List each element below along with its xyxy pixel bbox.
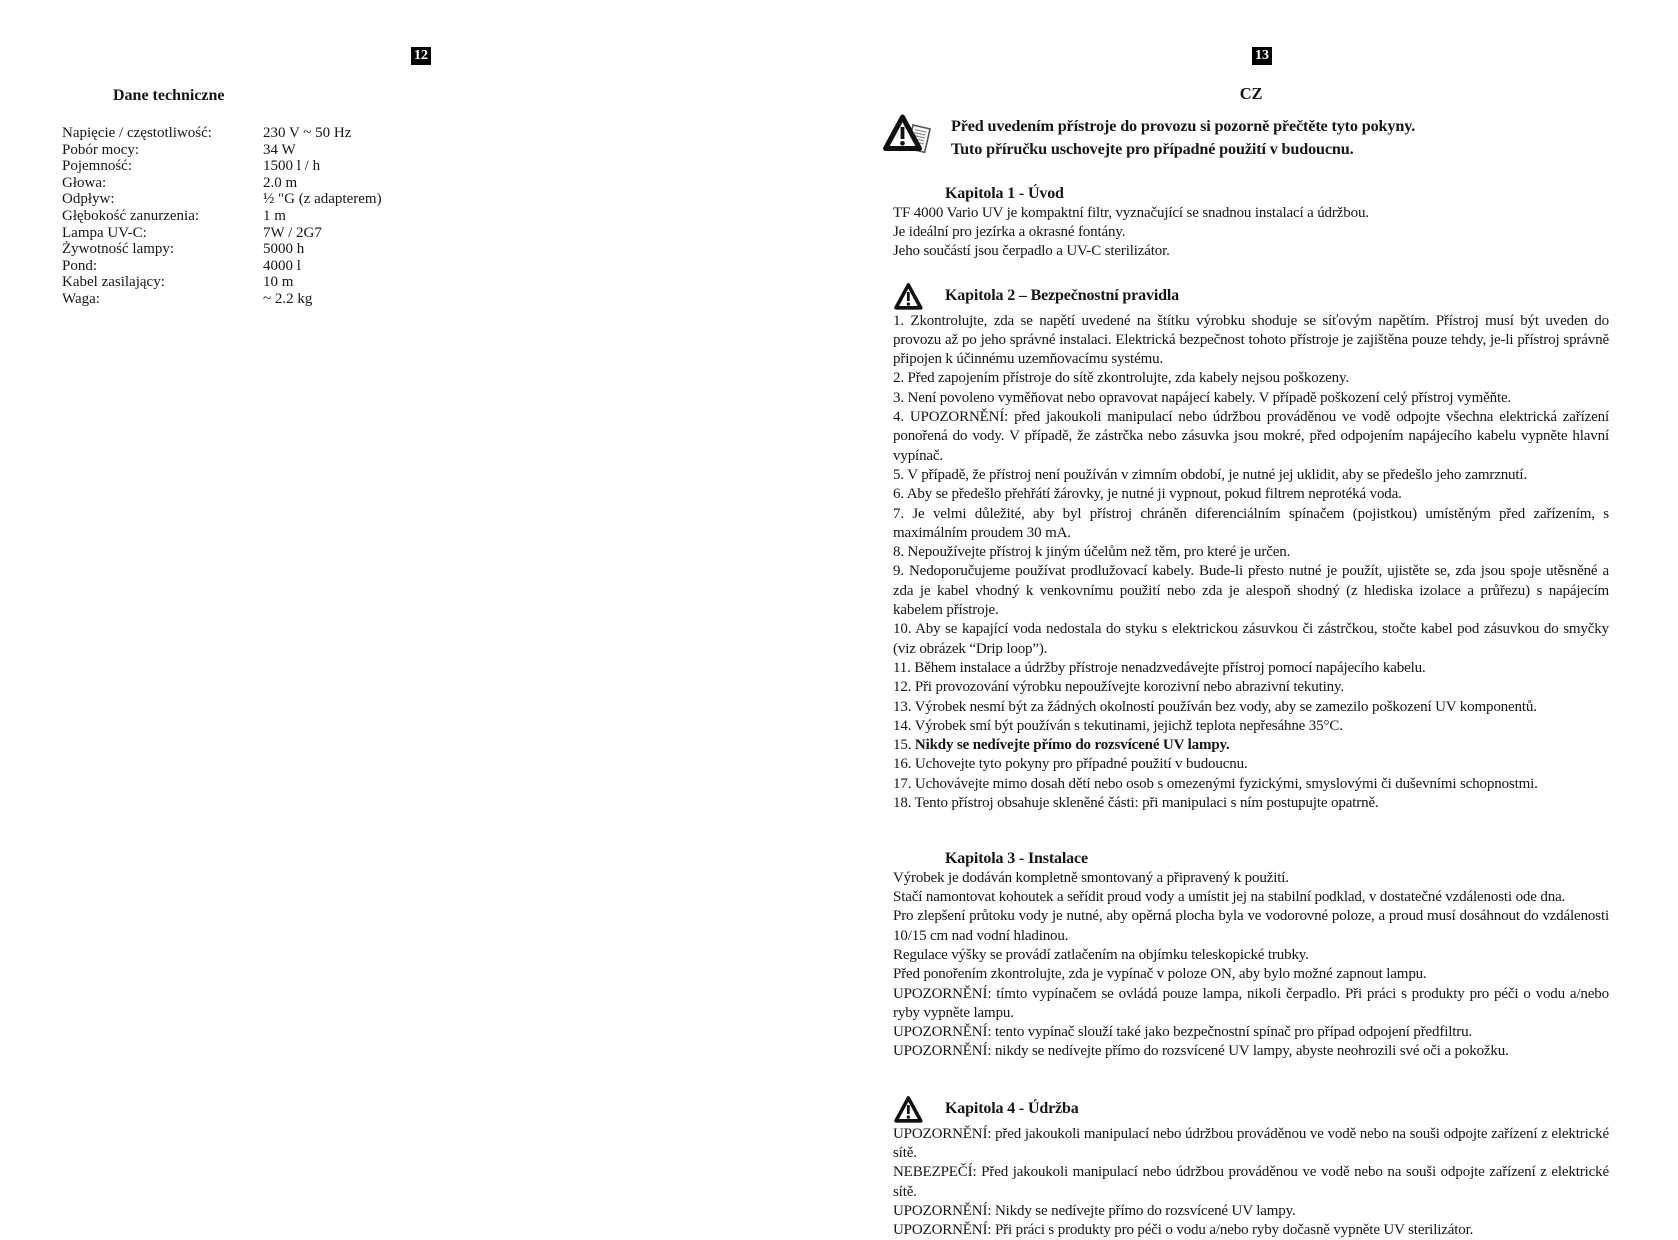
spec-row [62, 258, 492, 275]
safety-rule: 17. Uchovávejte mimo dosah dětí nebo osob s omezenými fyzickými, smyslovými či duševními schopnostmi. [893, 775, 1538, 792]
safety-rule-bold [893, 736, 1609, 755]
spec-label: Waga: [62, 290, 100, 307]
chapter4-title: Kapitola 4 - Údržba [945, 1099, 1079, 1117]
safety-rule: 6. Aby se předešlo přehřátí žárovky, je nutné ji vypnout, pokud filtrem neprotéká voda. [893, 486, 1402, 503]
spec-row [62, 241, 492, 258]
spec-value: ½ "G (z adapterem) [263, 191, 382, 208]
spec-value: 2.0 m [263, 174, 298, 191]
chapter1-line: Je ideální pro jezírka a okrasné fontány. [893, 224, 1126, 240]
installation-paragraph: Regulace výšky se provádí zatlačením na objímku teleskopické trubky. [893, 946, 1309, 963]
chapter-3-installation [893, 849, 1609, 1061]
technical-data-heading: Dane techniczne [113, 87, 225, 104]
chapter4-heading-row [893, 1095, 1609, 1123]
safety-rule: 5. V případě, že přístroj není používán v zimním období, je nutné jej uklidit, aby se předešlo jeho zamrznutí. [893, 466, 1528, 483]
page-12-technical-data [62, 88, 492, 308]
safety-rule: 18. Tento přístroj obsahuje skleněné části: při manipulaci s ním postupujte opatrně. [893, 795, 1379, 812]
spec-label: Kabel zasilający: [62, 274, 165, 291]
chapter1-line: Jeho součástí jsou čerpadlo a UV-C sterilizátor. [893, 243, 1170, 260]
warning-triangle-document-icon [881, 112, 939, 170]
spec-label: Głębokość zanurzenia: [62, 207, 200, 224]
safety-rule: 16. Uchovejte tyto pokyny pro případné použití v budoucnu. [893, 756, 1248, 773]
spec-value: 10 m [263, 274, 294, 291]
page-number-right: 13 [1252, 47, 1272, 65]
spec-label: Głowa: [62, 174, 107, 191]
safety-rule: 2. Před zapojením přístroje do sítě zkontrolujte, zda kabely nejsou poškozeny. [893, 370, 1349, 387]
spec-value: 34 W [263, 141, 296, 158]
notice-line-1: Před uvedením přístroje do provozu si pozorně přečtěte tyto pokyny. [951, 117, 1416, 135]
spec-value: ~ 2.2 kg [263, 290, 313, 307]
spec-label: Odpływ: [62, 191, 115, 208]
spec-row [62, 191, 492, 208]
spec-label: Lampa UV-C: [62, 224, 147, 241]
chapter-4-maintenance [893, 1095, 1609, 1240]
safety-rule: 9. Nedoporučujeme používat prodlužovací kabely. Bude-li přesto nutné je použít, ujistěte se, zda jsou spoje utěsněné a zda je kabel vhodný k venkovnímu použití nebo zda je alespoň shodný (z hlediska izolace a průřezu) s napájecím kabelem přístroje. [893, 563, 1609, 619]
safety-rule: 10. Aby se kapající voda nedostala do styku s elektrickou zásuvkou či zástrčkou, stočte kabel pod zásuvkou do smyčky (viz obrázek “Drip loop”). [893, 621, 1609, 657]
safety-rule: 11. Během instalace a údržby přístroje nenadzvedávejte přístroj pomocí napájecího kabelu. [893, 659, 1426, 676]
notice-line-2: Tuto příručku uschovejte pro případné použití v budoucnu. [951, 139, 1354, 158]
page-13-czech-instructions [893, 84, 1609, 1240]
spec-row [62, 142, 492, 159]
installation-paragraph: UPOZORNĚNÍ: nikdy se nedívejte přímo do rozsvícené UV lampy, abyste neohrozili své oči a pokožku. [893, 1043, 1509, 1060]
spec-label: Napięcie / częstotliwość: [62, 125, 212, 141]
spec-label: Pond: [62, 257, 98, 274]
maintenance-paragraph: UPOZORNĚNÍ: Nikdy se nedívejte přímo do rozsvícené UV lampy. [893, 1202, 1296, 1219]
spec-value: 230 V ~ 50 Hz [263, 125, 352, 141]
safety-rule: 8. Nepoužívejte přístroj k jiným účelům než těm, pro které je určen. [893, 544, 1291, 561]
safety-rule: 3. Není povoleno vyměňovat nebo opravovat napájecí kabely. V případě poškození celý přístroj vyměňte. [893, 389, 1512, 406]
safety-rule: 14. Výrobek smí být používán s tekutinami, jejichž teplota nepřesáhne 35°C. [893, 717, 1343, 734]
spec-row [62, 158, 492, 175]
installation-paragraph: Pro zlepšení průtoku vody je nutné, aby opěrná plocha byla ve vodorovné poloze, a proud musí dosáhnout do vzdálenosti 10/15 cm nad vodní hladinou. [893, 908, 1609, 944]
spec-value: 1500 l / h [263, 158, 321, 175]
spec-label: Pojemność: [62, 158, 132, 175]
warning-triangle-icon [893, 282, 923, 310]
spec-value: 1 m [263, 207, 286, 224]
page-number-left: 12 [411, 47, 431, 65]
spec-row [62, 125, 492, 142]
chapter-2-safety-rules [893, 282, 1609, 814]
chapter-1-introduction [893, 184, 1609, 261]
chapter2-heading-row [893, 282, 1609, 310]
safety-rule: 12. Při provozování výrobku nepoužívejte korozivní nebo abrazivní tekutiny. [893, 679, 1344, 696]
spec-row [62, 208, 492, 225]
language-code: CZ [1239, 84, 1263, 103]
safety-rule-bold-text: Nikdy se nedívejte přímo do rozsvícené UV lampy. [914, 737, 1230, 754]
safety-rule: 1. Zkontrolujte, zda se napětí uvedené na štítku výrobku shoduje se síťovým napětím. Přístroj musí být uveden do provozu až po jeho správné instalaci. Elektrická bezpečnost tohoto přístroje je zajištěna pouze tehdy, je-li přístroj správně připojen k účinnému uzemňovacímu systému. [893, 312, 1609, 368]
safety-rule: 13. Výrobek nesmí být za žádných okolností používán bez vody, aby se zamezilo poškození UV komponentů. [893, 698, 1537, 715]
chapter2-title: Kapitola 2 – Bezpečnostní pravidla [945, 286, 1180, 304]
installation-paragraph: Výrobek je dodáván kompletně smontovaný a připravený k použití. [893, 869, 1289, 886]
spec-row [62, 291, 492, 308]
warning-triangle-icon [893, 1095, 923, 1123]
spec-table [62, 125, 492, 308]
spec-label: Żywotność lampy: [62, 241, 175, 258]
spec-value: 7W / 2G7 [263, 224, 322, 241]
spec-row [62, 225, 492, 242]
spec-value: 5000 h [263, 241, 305, 258]
safety-rule: 7. Je velmi důležité, aby byl přístroj chráněn diferenciálním spínačem (pojistkou) umístěným před zařízením, s maximálním proudem 30 mA. [893, 505, 1609, 541]
chapter3-title: Kapitola 3 - Instalace [945, 850, 1088, 868]
installation-paragraph: Stačí namontovat kohoutek a seřídit proud vody a umístit jej na stabilní podklad, v dostatečné vzdálenosti ode dna. [893, 889, 1566, 906]
spec-row [62, 274, 492, 291]
safety-rule-number: 15. [893, 737, 915, 754]
installation-paragraph: UPOZORNĚNÍ: tento vypínač slouží také jako bezpečnostní spínač pro případ odpojení předfiltru. [893, 1024, 1473, 1041]
installation-paragraph: UPOZORNĚNÍ: tímto vypínačem se ovládá pouze lampa, nikoli čerpadlo. Při práci s produkty pro péči o vodu a/nebo ryby vypněte lampu. [893, 985, 1609, 1021]
spec-row [62, 175, 492, 192]
notice-text [951, 112, 1415, 160]
chapter1-title: Kapitola 1 - Úvod [945, 185, 1064, 203]
spec-label: Pobór mocy: [62, 141, 140, 158]
safety-rule: 4. UPOZORNĚNÍ: před jakoukoli manipulací nebo údržbou prováděnou ve vodě odpojte všechna elektrická zařízení ponořená do vody. V případě, že zástrčka nebo zásuvka jsou mokré, před odpojením napájecího kabelu vypněte hlavní vypínač. [893, 409, 1609, 464]
maintenance-paragraph: UPOZORNĚNÍ: před jakoukoli manipulací nebo údržbou prováděnou ve vodě nebo na souši odpojte zařízení z elektrické sítě. [893, 1125, 1609, 1161]
maintenance-paragraph: UPOZORNĚNÍ: Při práci s produkty pro péči o vodu a/nebo ryby dočasně vypněte UV sterilizátor. [893, 1222, 1474, 1239]
spec-value: 4000 l [263, 257, 301, 274]
installation-paragraph: Před ponořením zkontrolujte, zda je vypínač v poloze ON, aby bylo možné zapnout lampu. [893, 966, 1427, 983]
maintenance-paragraph: NEBEZPEČÍ: Před jakoukoli manipulací nebo údržbou prováděnou ve vodě nebo na souši odpojte zařízení z elektrické sítě. [893, 1164, 1609, 1200]
chapter1-line: TF 4000 Vario UV je kompaktní filtr, vyznačující se snadnou instalací a údržbou. [893, 204, 1369, 221]
read-instructions-notice [881, 112, 1609, 170]
